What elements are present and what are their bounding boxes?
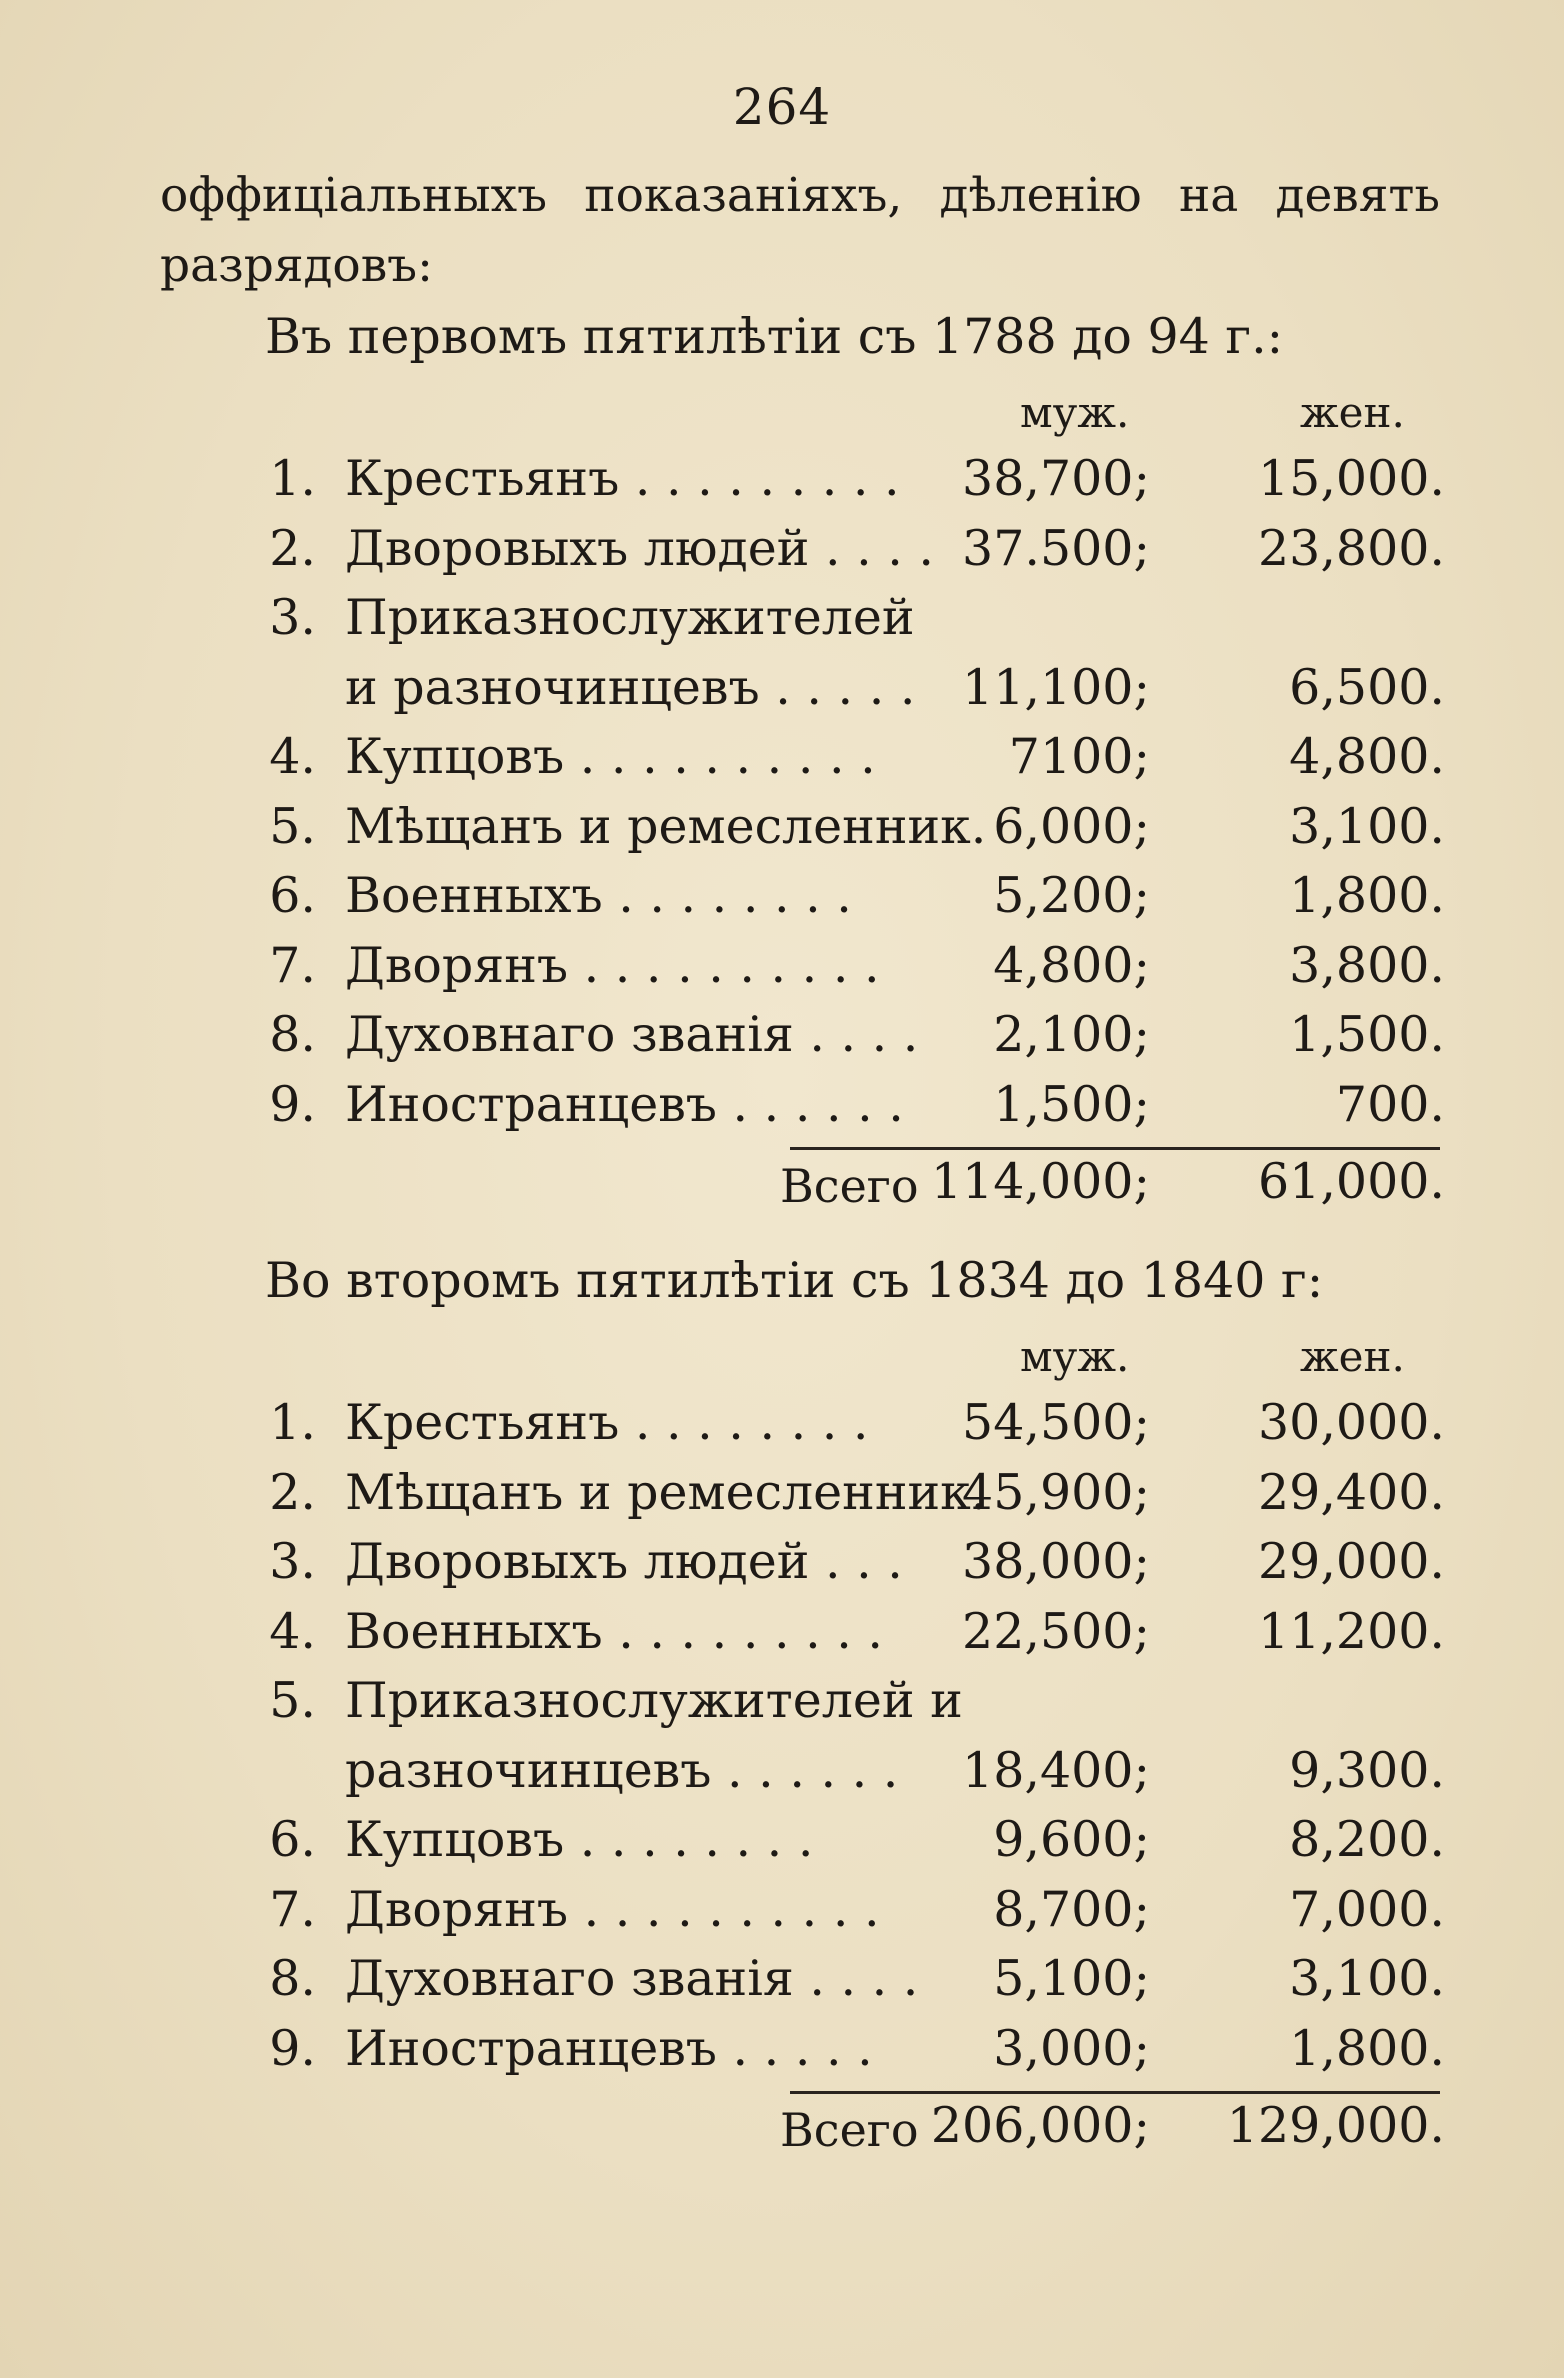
table-row <box>0 1006 1564 1076</box>
total-label: Всего <box>780 1159 919 1213</box>
table-row <box>0 1533 1564 1603</box>
intro-word: на <box>1178 168 1239 223</box>
value-men: 2,100; <box>993 1006 1150 1063</box>
table-row <box>0 1881 1564 1951</box>
intro-word: девять <box>1275 168 1440 223</box>
value-women: 15,000. <box>1257 450 1445 507</box>
row-number: 8. <box>269 1006 316 1063</box>
row-label: Иностранцевъ . . . . . . <box>345 1075 904 1133</box>
table-row <box>0 659 1564 729</box>
table-row <box>0 2020 1564 2090</box>
row-label: Дворянъ . . . . . . . . . . <box>345 936 880 994</box>
total-rule <box>790 2091 1440 2094</box>
row-label: Купцовъ . . . . . . . . <box>345 1811 814 1868</box>
row-label: Дворянъ . . . . . . . . . . <box>345 1880 880 1938</box>
intro-line-2: разрядовъ: <box>160 238 433 293</box>
row-label: Крестьянъ . . . . . . . . . <box>345 450 900 507</box>
value-men: 8,700; <box>993 1880 1150 1938</box>
value-men: 11,100; <box>962 658 1150 716</box>
table-row <box>0 589 1564 659</box>
intro-word: оффиціальныхъ <box>160 168 548 223</box>
table-row <box>0 1742 1564 1812</box>
row-label: Духовнаго званія . . . . <box>345 1006 919 1063</box>
row-label: и разночинцевъ . . . . . <box>345 658 916 716</box>
row-number: 6. <box>269 1811 316 1868</box>
row-number: 2. <box>269 1463 316 1521</box>
table-row <box>0 1394 1564 1464</box>
row-number: 7. <box>269 1880 316 1938</box>
row-number: 3. <box>269 1533 316 1590</box>
row-number: 2. <box>269 519 316 577</box>
table-row <box>0 1464 1564 1534</box>
table-row <box>0 728 1564 798</box>
row-label: Дворовыхъ людей . . . <box>345 1533 903 1590</box>
table-row <box>0 1950 1564 2020</box>
value-women: 6,500. <box>1289 658 1445 716</box>
value-women: 23,800. <box>1257 519 1445 577</box>
total-women: 129,000. <box>1226 2097 1445 2154</box>
value-women: 1,800. <box>1289 2019 1445 2077</box>
row-label: Военныхъ . . . . . . . . . <box>345 1602 883 1660</box>
value-men: 45,900; <box>962 1463 1150 1521</box>
row-label: Крестьянъ . . . . . . . . <box>345 1394 869 1451</box>
value-women: 4,800. <box>1289 728 1445 785</box>
row-label: Приказнослужителей и <box>345 1672 963 1729</box>
table-row <box>0 1603 1564 1673</box>
total-row <box>0 2097 1564 2167</box>
table-row <box>0 937 1564 1007</box>
column-header-women: жен. <box>1300 1332 1405 1381</box>
value-women: 3,800. <box>1289 936 1445 994</box>
row-number: 4. <box>269 1602 316 1660</box>
row-number: 1. <box>269 450 316 507</box>
row-number: 8. <box>269 1950 316 2007</box>
table-row <box>0 1076 1564 1146</box>
value-men: 1,500; <box>993 1075 1150 1133</box>
value-men: 5,100; <box>993 1950 1150 2007</box>
row-label: Мѣщанъ и ремесленник. <box>345 797 987 855</box>
row-number: 3. <box>269 589 316 646</box>
intro-word: показаніяхъ, <box>584 168 903 223</box>
value-men: 7100; <box>1008 728 1150 785</box>
value-men: 37.500; <box>962 519 1150 577</box>
value-men: 6,000; <box>993 797 1150 855</box>
value-women: 29,000. <box>1257 1533 1445 1590</box>
value-men: 9,600; <box>993 1811 1150 1868</box>
row-label: Иностранцевъ . . . . . <box>345 2019 873 2077</box>
page-number: 264 <box>732 78 832 136</box>
row-label: Духовнаго званія . . . . <box>345 1950 919 2007</box>
column-header-women: жен. <box>1300 388 1405 437</box>
value-women: 30,000. <box>1257 1394 1445 1451</box>
row-label: Мѣщанъ и ремесленник. <box>345 1463 987 1521</box>
value-women: 1,500. <box>1289 1006 1445 1063</box>
total-label: Всего <box>780 2103 919 2157</box>
value-men: 38,700; <box>962 450 1150 507</box>
total-women: 61,000. <box>1257 1153 1445 1210</box>
value-women: 3,100. <box>1289 1950 1445 2007</box>
value-men: 22,500; <box>962 1602 1150 1660</box>
row-label: Военныхъ . . . . . . . . <box>345 867 852 924</box>
value-men: 5,200; <box>993 867 1150 924</box>
table-row <box>0 1811 1564 1881</box>
value-men: 4,800; <box>993 936 1150 994</box>
total-rule <box>790 1147 1440 1150</box>
value-men: 38,000; <box>962 1533 1150 1590</box>
value-women: 1,800. <box>1289 867 1445 924</box>
row-label: Дворовыхъ людей . . . . <box>345 519 934 577</box>
value-women: 11,200. <box>1257 1602 1445 1660</box>
intro-line-1 <box>160 168 1440 223</box>
table-row <box>0 798 1564 868</box>
period-heading: Въ первомъ пятилѣтіи съ 1788 до 94 г.: <box>265 308 1284 365</box>
row-label: Приказнослужителей <box>345 589 915 646</box>
period-heading: Во второмъ пятилѣтіи съ 1834 до 1840 г: <box>265 1252 1324 1309</box>
table-row <box>0 1672 1564 1742</box>
total-men: 114,000; <box>930 1153 1150 1210</box>
value-men: 3,000; <box>993 2019 1150 2077</box>
row-number: 6. <box>269 867 316 924</box>
total-row <box>0 1153 1564 1223</box>
row-number: 9. <box>269 2019 316 2077</box>
row-number: 9. <box>269 1075 316 1133</box>
value-men: 18,400; <box>962 1741 1150 1799</box>
table-row <box>0 867 1564 937</box>
value-women: 29,400. <box>1257 1463 1445 1521</box>
value-women: 3,100. <box>1289 797 1445 855</box>
row-number: 1. <box>269 1394 316 1451</box>
row-number: 7. <box>269 936 316 994</box>
total-men: 206,000; <box>930 2097 1150 2154</box>
value-men: 54,500; <box>962 1394 1150 1451</box>
row-number: 4. <box>269 728 316 785</box>
table-row <box>0 520 1564 590</box>
row-label: разночинцевъ . . . . . . <box>345 1741 899 1799</box>
value-women: 8,200. <box>1289 1811 1445 1868</box>
table-row <box>0 450 1564 520</box>
value-women: 9,300. <box>1289 1741 1445 1799</box>
row-label: Купцовъ . . . . . . . . . . <box>345 728 876 785</box>
row-number: 5. <box>269 797 316 855</box>
value-women: 7,000. <box>1289 1880 1445 1938</box>
value-women: 700. <box>1335 1075 1445 1133</box>
column-header-men: муж. <box>1020 1332 1130 1381</box>
row-number: 5. <box>269 1672 316 1729</box>
column-header-men: муж. <box>1020 388 1130 437</box>
intro-word: дѣленію <box>939 168 1142 223</box>
